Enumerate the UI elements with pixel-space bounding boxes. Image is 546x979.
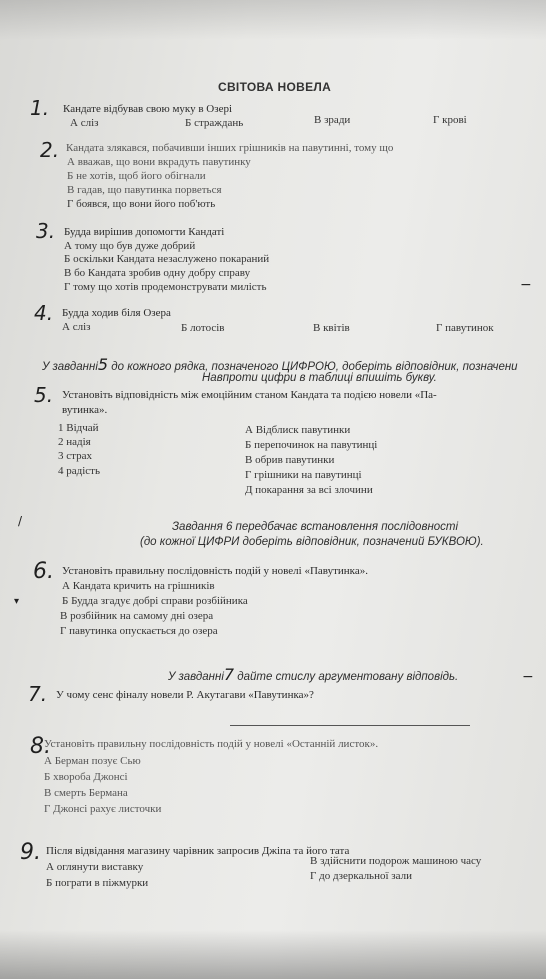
q4-option-b: Б лотосів [181, 322, 225, 334]
q6-text: Установіть правильну послідовність подій у новелі «Павутинка». [62, 565, 368, 577]
q7-text: У чому сенс фіналу новели Р. Акутагави «Павутинка»? [56, 689, 314, 701]
q4-option-a: А сліз [62, 321, 91, 333]
q9-option-b: Б пограти в піжмурки [46, 877, 149, 889]
q6-option-a: А Кандата кричить на грішників [62, 580, 215, 592]
instruction-prefix: У завданні [42, 361, 98, 373]
q3-text: Будда вирішив допомогти Кандаті [64, 226, 225, 238]
q2-option-a: А вважав, що вони вкрадуть павутинку [67, 156, 251, 168]
q6-option-v: В розбійник на самому дні озера [60, 610, 214, 622]
q1-option-g: Г крові [433, 114, 467, 126]
q4-number: 4. [34, 301, 54, 325]
instruction-open-answer [168, 665, 458, 684]
q8-option-b: Б хвороба Джонсі [44, 771, 128, 783]
q3-option-b: Б оскільки Кандата незаслужено покараний [64, 253, 270, 265]
q3-option-g: Г тому що хотів продемонструвати милість [64, 281, 267, 293]
q4-text: Будда ходив біля Озера [62, 307, 171, 319]
q4-option-v: В квітів [313, 322, 350, 334]
q5-left-3: 3 страх [58, 450, 92, 462]
q5-right-v: В обрив павутинки [245, 454, 335, 466]
q6-number: 6. [33, 559, 54, 584]
page-title: СВІТОВА НОВЕЛА [218, 80, 332, 94]
q9-option-v: В здійснити подорож машиною часу [310, 855, 482, 867]
instruction-sequence-line2: (до кожної ЦИФРИ доберіть відповідник, позначений БУКВОЮ). [140, 536, 484, 548]
q2-text: Кандата злякався, побачивши інших грішників на павутинні, тому що [66, 142, 394, 154]
bottom-shadow [0, 930, 546, 979]
q5-right-a: А Відблиск павутинки [245, 424, 351, 436]
q1-option-a: А сліз [70, 117, 99, 129]
q4-option-g: Г павутинок [436, 322, 494, 334]
answer-line[interactable] [230, 725, 470, 726]
instruction-sequence-line1: Завдання 6 передбачає встановлення послідовності [172, 521, 459, 533]
instruction3-handwritten-number: 7 [223, 665, 235, 684]
q9-option-g: Г до дзеркальної зали [310, 870, 412, 882]
instruction-handwritten-number: 5 [97, 355, 109, 374]
instruction-rest: до кожного рядка, позначеного ЦИФРОЮ, доберіть відповідник, позначени [108, 361, 518, 373]
q3-option-a: А тому що був дуже добрий [64, 240, 196, 252]
margin-tick: / [18, 514, 23, 528]
q8-option-g: Г Джонсі рахує листочки [44, 803, 162, 815]
q1-number: 1. [30, 96, 50, 120]
q2-option-b: Б не хотів, щоб його обігнали [67, 170, 206, 182]
q7-number: 7. [28, 682, 48, 706]
q3-option-v: В бо Кандата зробив одну добру справу [64, 267, 251, 279]
q9-text: Після відвідання магазину чарівник запросив Джіпа та його тата [46, 845, 350, 857]
q6-option-g: Г павутинка опускається до озера [60, 625, 218, 637]
q8-number: 8. [30, 734, 51, 759]
q5-left-2: 2 надія [58, 436, 91, 448]
q5-right-g: Г грішники на павутинці [245, 469, 362, 481]
q1-option-v: В зради [314, 114, 351, 126]
margin-dash: − [520, 277, 532, 293]
q9-number: 9. [20, 840, 41, 865]
instruction3-rest: дайте стислу аргументовану відповідь. [234, 671, 459, 683]
q8-option-a: А Берман позує Сью [44, 755, 141, 767]
margin-bullet: ▾ [14, 596, 20, 607]
q1-option-b: Б страждань [185, 117, 244, 129]
q1-text: Кандате відбував свою муку в Озері [63, 103, 233, 115]
instruction-matching-line2: Навпроти цифри в таблиці впишіть букву. [202, 372, 437, 384]
q5-right-d: Д покарання за всі злочини [245, 484, 373, 496]
margin-dash-2: − [522, 669, 534, 685]
q5-number: 5. [34, 383, 54, 407]
q8-option-v: В смерть Бермана [44, 787, 128, 799]
q5-left-4: 4 радість [58, 465, 100, 477]
q2-option-g: Г боявся, що вони його поб'ють [67, 198, 216, 210]
q3-number: 3. [36, 219, 56, 243]
q9-option-a: А оглянути виставку [46, 861, 144, 873]
q6-option-b: Б Будда згадує добрі справи розбійника [62, 595, 248, 607]
instruction3-prefix: У завданні [168, 671, 224, 683]
q2-number: 2. [40, 138, 60, 162]
q5-right-b: Б перепочинок на павутинці [245, 439, 378, 451]
q5-text-line2: вутинка». [62, 404, 108, 416]
q2-option-v: В гадав, що павутинка порветься [67, 184, 222, 196]
q8-text: Установіть правильну послідовність подій у новелі «Останній листок». [44, 738, 379, 750]
q5-text-line1: Установіть відповідність між емоційним станом Кандата та подією новели «Па- [62, 389, 437, 401]
top-shadow [0, 0, 546, 40]
q5-left-1: 1 Відчай [58, 422, 99, 434]
